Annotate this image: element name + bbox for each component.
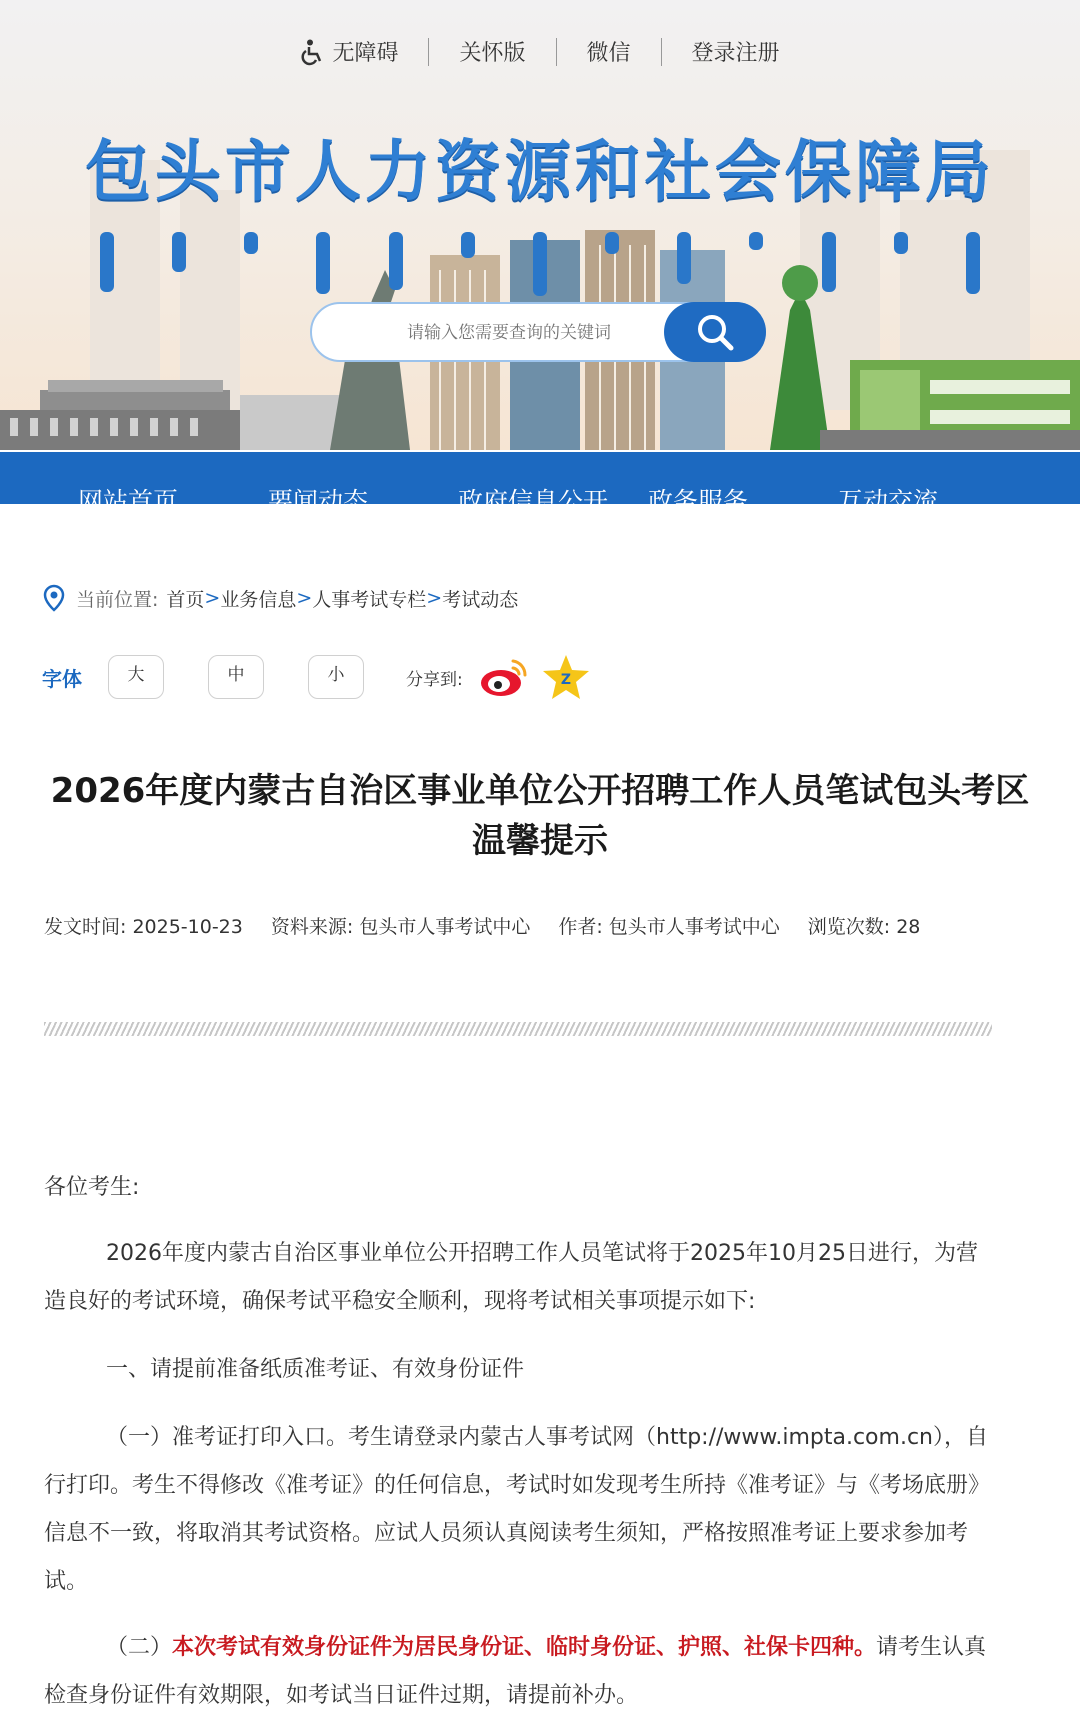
mongolian-script-logo <box>100 232 980 304</box>
intro-paragraph: 2026年度内蒙古自治区事业单位公开招聘工作人员笔试将于2025年10月25日进行，为营造良好的考试环境，确保考试平稳安全顺利，现将考试相关事项提示如下: <box>44 1241 978 1314</box>
nav-interaction[interactable]: 互动交流 <box>838 487 939 516</box>
accessibility-link[interactable] <box>270 36 428 67</box>
article-meta <box>44 912 1034 939</box>
section-heading: 一、请提前准备纸质准考证、有效身份证件 <box>106 1357 525 1382</box>
article-title: 2026年度内蒙古自治区事业单位公开招聘工作人员笔试包头考区温馨提示 <box>50 771 1030 861</box>
breadcrumb-home[interactable]: 首页 <box>166 588 205 611</box>
article-body <box>44 1164 994 1720</box>
site-title: 包头市人力资源和社会保障局 <box>85 133 995 210</box>
breadcrumb-prefix: 当前位置: <box>76 588 159 611</box>
svg-text:Z: Z <box>560 672 571 688</box>
breadcrumb-separator: > <box>204 587 221 609</box>
wechat-label: 微信 <box>586 41 631 66</box>
font-large-button[interactable]: 大 <box>108 655 164 699</box>
search-box <box>310 302 766 362</box>
nav-news[interactable]: 要闻动态 <box>268 487 369 516</box>
source: 资料来源: 包头市人事考试中心 <box>270 916 531 938</box>
location-pin-icon <box>42 584 66 612</box>
publish-date: 发文时间: 2025-10-23 <box>44 916 243 938</box>
breadcrumb-separator: > <box>426 587 443 609</box>
breadcrumb-business-info[interactable]: 业务信息 <box>220 588 297 611</box>
wheelchair-icon <box>300 39 324 65</box>
search-button[interactable] <box>664 302 766 362</box>
font-size-label: 字体 <box>42 666 82 691</box>
view-count: 浏览次数: 28 <box>807 916 921 938</box>
nav-services[interactable]: 政务服务 <box>648 487 749 516</box>
nav-gov-info[interactable]: 政府信息公开 <box>458 487 609 516</box>
breadcrumb-separator: > <box>296 587 313 609</box>
share-label: 分享到: <box>406 669 463 690</box>
wechat-link[interactable] <box>557 36 661 67</box>
search-input[interactable] <box>342 304 676 362</box>
font-medium-button[interactable]: 中 <box>208 655 264 699</box>
city-skyline-illustration <box>0 0 1080 450</box>
breadcrumb-exam-news[interactable]: 考试动态 <box>442 588 519 611</box>
site-header <box>0 0 1080 516</box>
id-document-paragraph <box>44 1624 994 1720</box>
top-links-bar <box>0 36 1080 67</box>
font-small-button[interactable]: 小 <box>308 655 364 699</box>
breadcrumb <box>42 584 518 612</box>
nav-home[interactable]: 网站首页 <box>78 487 179 516</box>
hatched-divider <box>44 1022 992 1036</box>
greeting: 各位考生: <box>44 1175 140 1200</box>
weibo-icon[interactable] <box>477 655 531 699</box>
search-icon <box>695 312 735 352</box>
login-register-link[interactable] <box>662 36 810 67</box>
accessibility-label: 无障碍 <box>332 41 399 66</box>
care-mode-link[interactable] <box>429 36 555 67</box>
breadcrumb-exam-column[interactable]: 人事考试专栏 <box>312 588 427 611</box>
admission-ticket-paragraph: （一）准考证打印入口。考生请登录内蒙古人事考试网（http://www.impta.com.cn），自行打印。考生不得修改《准考证》的任何信息，考试时如发现考生所持《准考证》与《考场底册》信息不一致，将取消其考试资格。应试人员须认真阅读考生须知，严格按照准考证上要求参加考试。 <box>44 1425 991 1594</box>
highlighted-id-notice: 本次考试有效身份证件为居民身份证、临时身份证、护照、社保卡四种。 <box>172 1635 877 1660</box>
id-paragraph-prefix: （二） <box>106 1635 173 1660</box>
care-mode-label: 关怀版 <box>459 41 526 66</box>
qzone-icon[interactable] <box>539 652 593 702</box>
font-size-toolbar <box>42 652 593 702</box>
author: 作者: 包头市人事考试中心 <box>558 916 780 938</box>
id-paragraph-rest: 请考生认真检查身份证件有效期限，如考试当日证件过期，请提前补办。 <box>44 1635 987 1708</box>
main-nav <box>0 452 1080 516</box>
login-register-label: 登录注册 <box>691 41 780 66</box>
